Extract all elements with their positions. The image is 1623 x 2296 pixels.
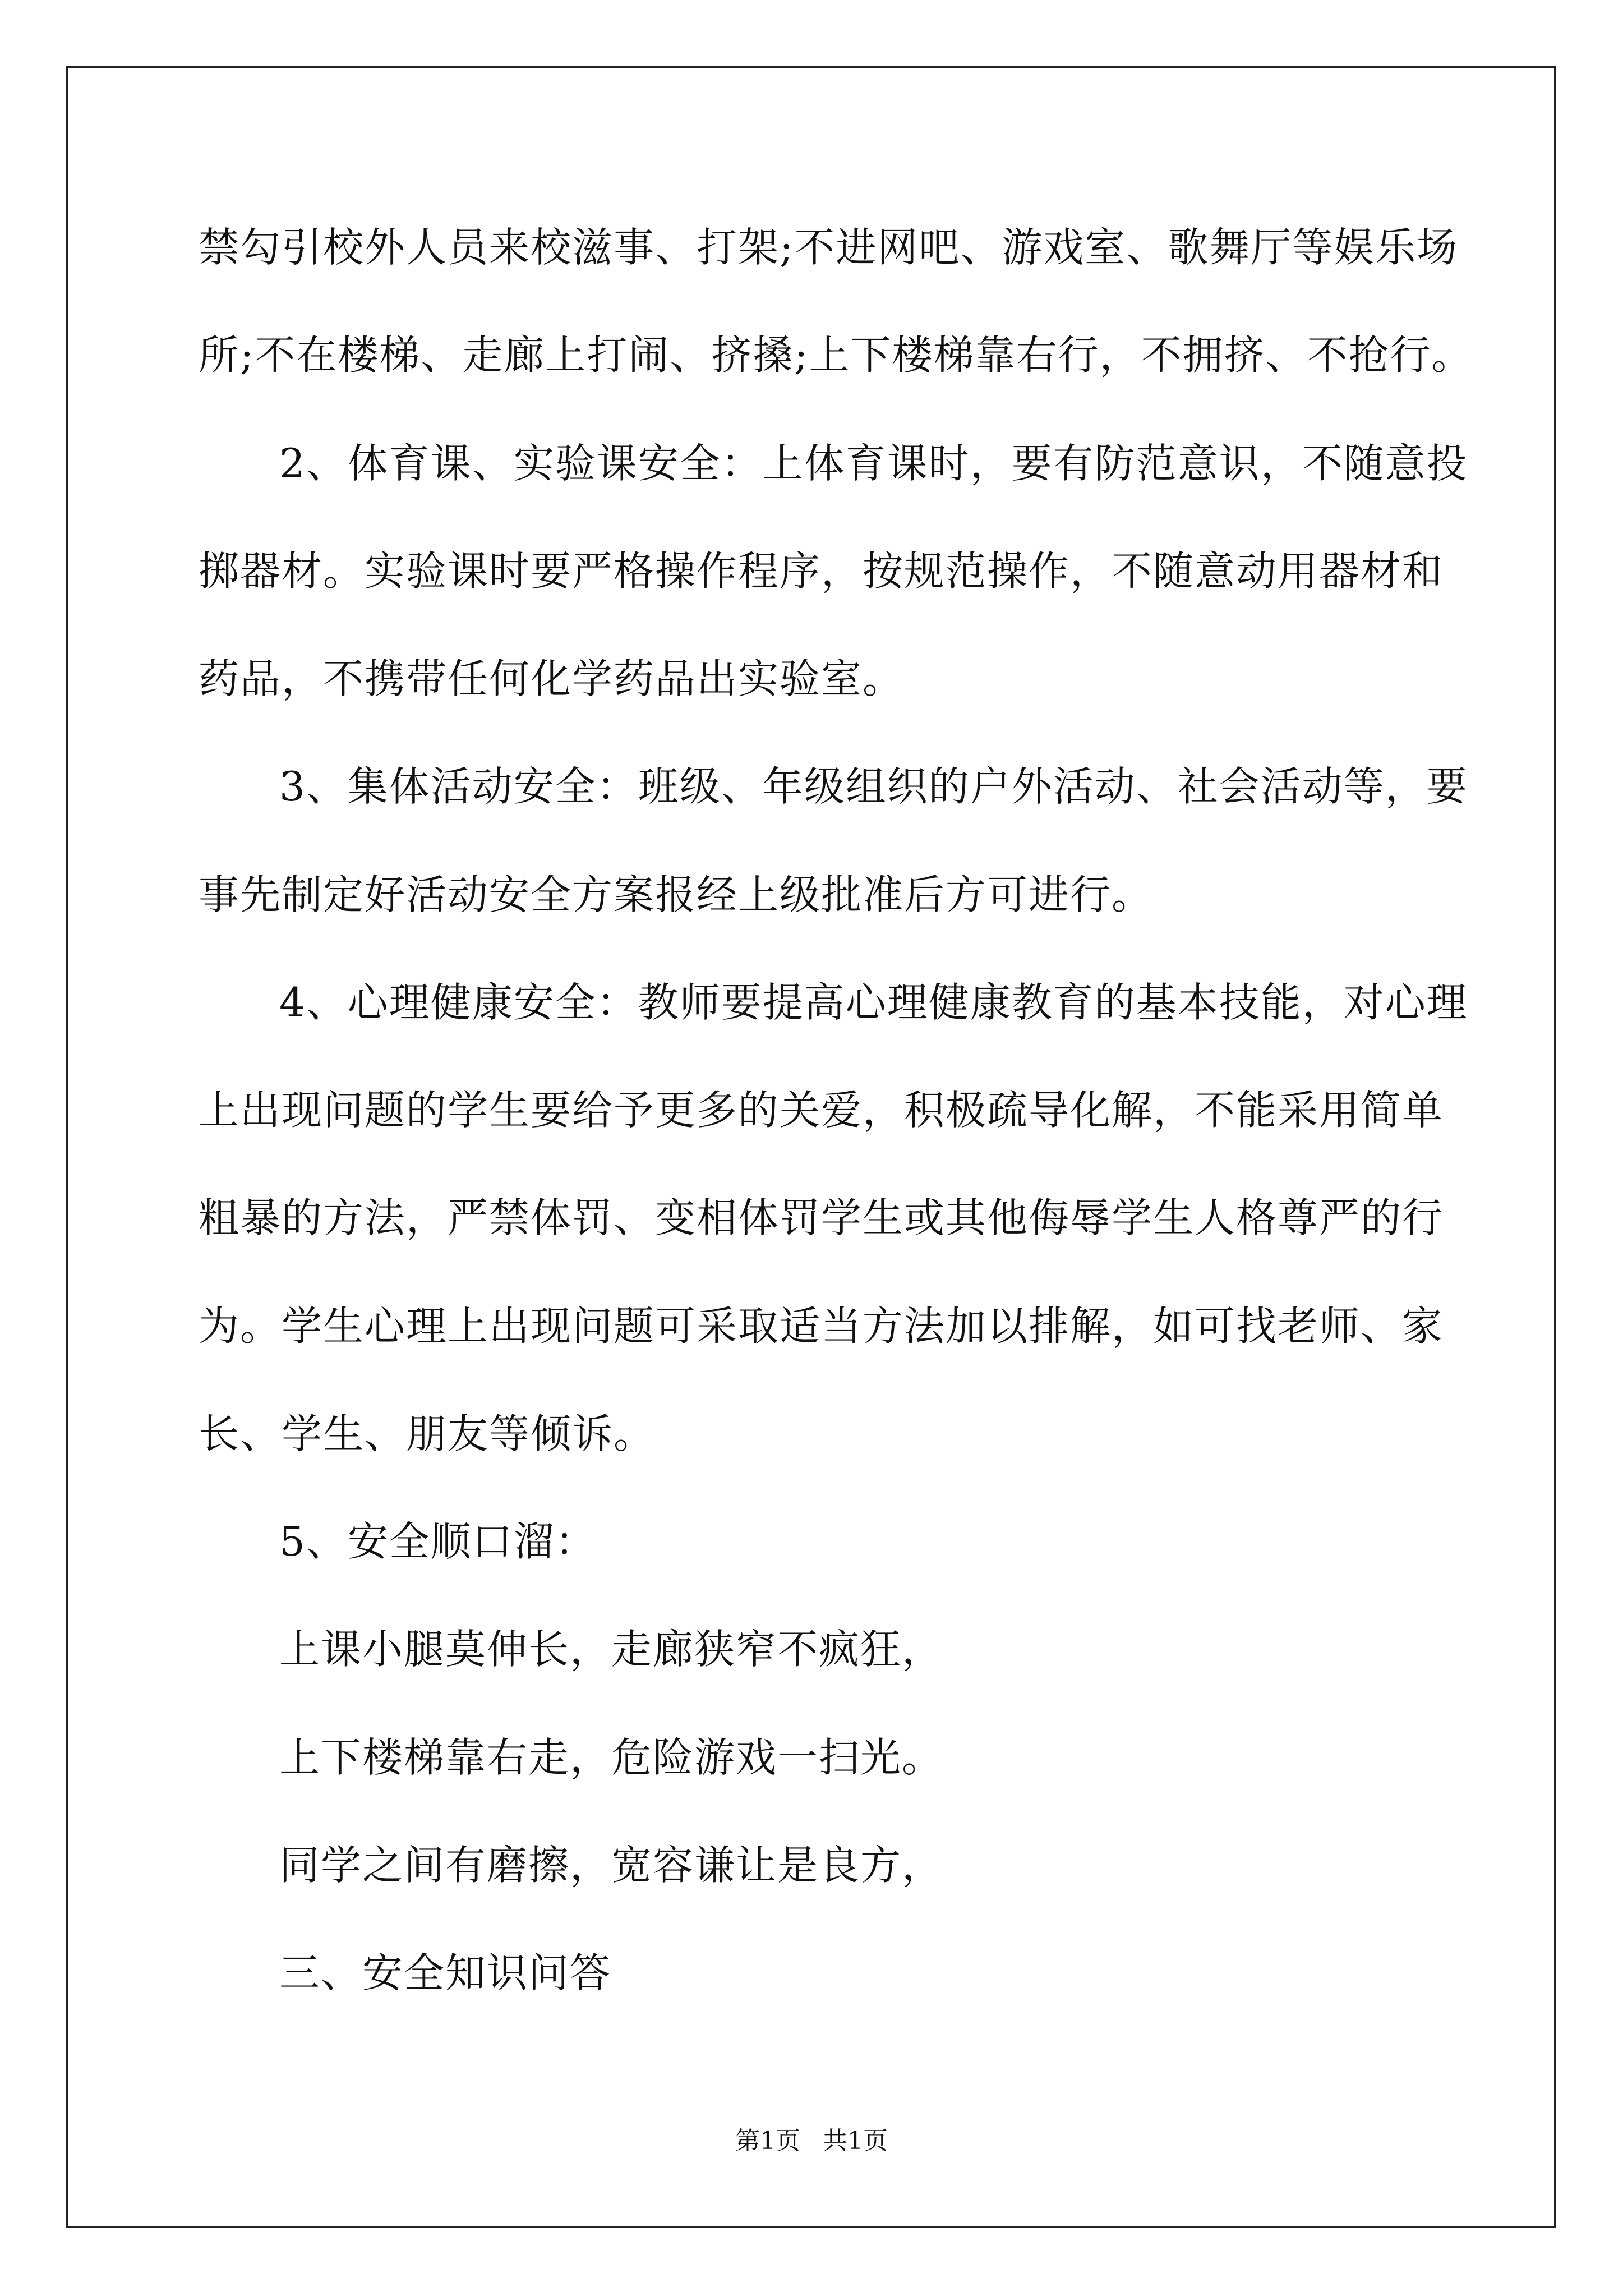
text-line-6: 3、集体活动安全：班级、年级组织的户外活动、社会活动等，要: [279, 763, 1468, 810]
text-line-11: 为。学生心理上出现问题可采取适当方法加以排解，如可找老师、家: [199, 1303, 1444, 1350]
text-line-1: 禁勾引校外人员来校滋事、打架;不进网吧、游戏室、歌舞厅等娱乐场: [199, 224, 1459, 271]
text-line-16: 同学之间有磨擦，宽容谦让是良方，: [279, 1842, 944, 1889]
text-line-7: 事先制定好活动安全方案报经上级批准后方可进行。: [199, 871, 1154, 918]
text-line-12: 长、学生、朋友等倾诉。: [199, 1410, 656, 1457]
text-line-15: 上下楼梯靠右走，危险游戏一扫光。: [279, 1734, 944, 1781]
page-footer: [0, 2129, 1623, 2154]
text-line-13: 5、安全顺口溜：: [279, 1518, 597, 1565]
text-line-4: 掷器材。实验课时要严格操作程序，按规范操作，不随意动用器材和: [199, 547, 1444, 595]
text-line-5: 药品，不携带任何化学药品出实验室。: [199, 655, 905, 702]
page-total: 共1页: [823, 2127, 888, 2155]
text-line-9: 上出现问题的学生要给予更多的关爱，积极疏导化解，不能采用简单: [199, 1087, 1444, 1134]
page-border: [66, 66, 1556, 2228]
text-line-3: 2、体育课、实验课安全：上体育课时，要有防范意识，不随意投: [279, 440, 1468, 487]
text-line-2: 所;不在楼梯、走廊上打闹、挤搡;上下楼梯靠右行，不拥挤、不抢行。: [199, 332, 1473, 379]
page-number: 第1页: [735, 2127, 800, 2155]
text-line-14: 上课小腿莫伸长，走廊狭窄不疯狂，: [279, 1626, 944, 1673]
section-heading: 三、安全知识问答: [279, 1949, 612, 1996]
text-line-8: 4、心理健康安全：教师要提高心理健康教育的基本技能，对心理: [279, 979, 1468, 1026]
text-line-10: 粗暴的方法，严禁体罚、变相体罚学生或其他侮辱学生人格尊严的行: [199, 1194, 1444, 1241]
